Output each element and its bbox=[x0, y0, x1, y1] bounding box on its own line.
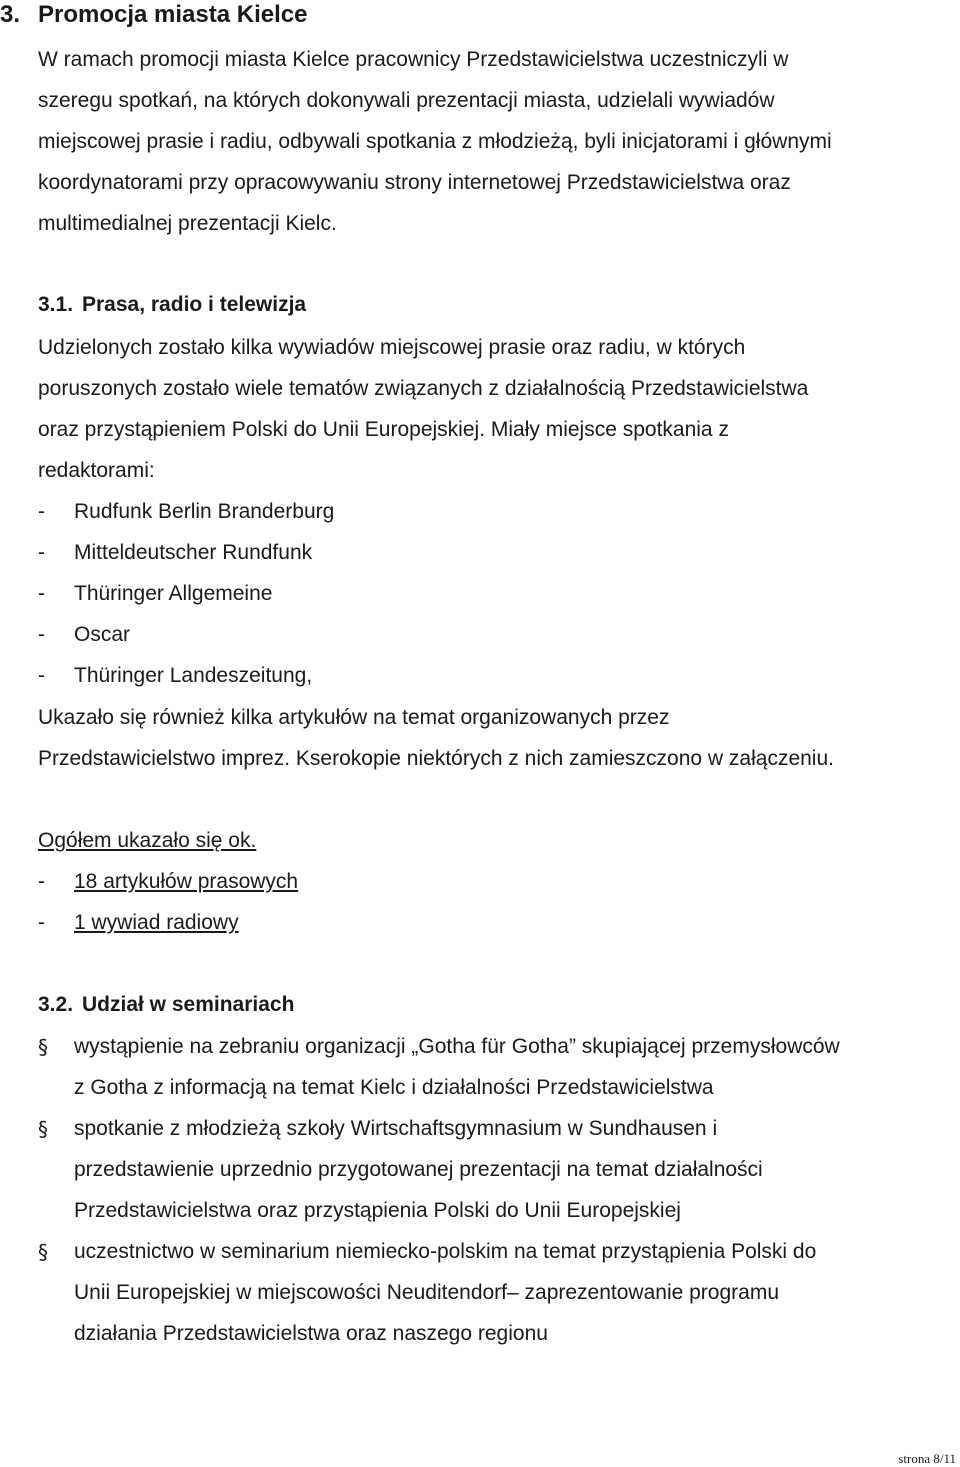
list-item-line: z Gotha z informacją na temat Kielc i działalności Przedstawicielstwa bbox=[74, 1076, 714, 1099]
dash-bullet: - bbox=[38, 500, 45, 523]
editors-list bbox=[38, 491, 938, 696]
list-item bbox=[38, 902, 938, 943]
dash-bullet: - bbox=[38, 541, 45, 564]
paragraph-line: miejscowej prasie i radiu, odbywali spotkania z młodzieżą, byli inicjatorami i głównymi bbox=[38, 130, 832, 153]
list-item-text: Mitteldeutscher Rundfunk bbox=[74, 541, 313, 564]
dash-bullet: - bbox=[38, 870, 45, 893]
dash-bullet: - bbox=[38, 582, 45, 605]
paragraph-line: Przedstawicielstwo imprez. Kserokopie niektórych z nich zamieszczono w załączeniu. bbox=[38, 747, 834, 770]
list-item bbox=[38, 491, 938, 532]
section-3-2-number: 3.2. bbox=[38, 993, 74, 1016]
paragraph-line: redaktorami: bbox=[38, 459, 155, 482]
section-3-1-intro-paragraph bbox=[38, 327, 938, 491]
list-item-text: Oscar bbox=[74, 623, 131, 646]
section-3-heading bbox=[0, 0, 307, 30]
section-3-number: 3. bbox=[0, 1, 21, 28]
section-sign-bullet-icon: § bbox=[38, 1240, 48, 1264]
list-item bbox=[38, 573, 938, 614]
paragraph-line: szeregu spotkań, na których dokonywali prezentacji miasta, udzielali wywiadów bbox=[38, 89, 775, 112]
list-item-text: 1 wywiad radiowy bbox=[74, 911, 239, 934]
summary-title: Ogółem ukazało się ok. bbox=[38, 829, 257, 852]
list-item bbox=[38, 532, 938, 573]
list-item-line: Przedstawicielstwa oraz przystąpienia Polski do Unii Europejskiej bbox=[74, 1199, 681, 1222]
seminars-list bbox=[38, 1026, 938, 1354]
list-item-text: Rudfunk Berlin Branderburg bbox=[74, 500, 335, 523]
section-3-1-number: 3.1. bbox=[38, 293, 74, 316]
list-item bbox=[38, 1231, 938, 1354]
paragraph-line: W ramach promocji miasta Kielce pracownicy Przedstawicielstwa uczestniczyli w bbox=[38, 48, 789, 71]
section-3-1-title: Prasa, radio i telewizja bbox=[82, 293, 307, 316]
section-3-2-title: Udział w seminariach bbox=[82, 993, 295, 1016]
summary-block bbox=[38, 820, 938, 861]
list-item bbox=[38, 1108, 938, 1231]
list-item-text: 18 artykułów prasowych bbox=[74, 870, 299, 893]
page-number: strona 8/11 bbox=[898, 1451, 956, 1466]
dash-bullet: - bbox=[38, 623, 45, 646]
list-item-line: Unii Europejskiej w miejscowości Neuditendorf– zaprezentowanie programu bbox=[74, 1281, 780, 1304]
section-sign-bullet-icon: § bbox=[38, 1117, 48, 1141]
section-3-2-heading bbox=[38, 984, 294, 1025]
list-item-line: uczestnictwo w seminarium niemiecko-polskim na temat przystąpienia Polski do bbox=[74, 1240, 817, 1263]
summary-list bbox=[38, 861, 938, 943]
paragraph-line: oraz przystąpieniem Polski do Unii Europejskiej. Miały miejsce spotkania z bbox=[38, 418, 729, 441]
section-3-title: Promocja miasta Kielce bbox=[38, 1, 308, 28]
list-item-line: spotkanie z młodzieżą szkoły Wirtschaftsgymnasium w Sundhausen i bbox=[74, 1117, 718, 1140]
section-3-intro-paragraph bbox=[38, 39, 938, 244]
articles-paragraph bbox=[38, 697, 938, 779]
paragraph-line: Ukazało się również kilka artykułów na temat organizowanych przez bbox=[38, 706, 670, 729]
paragraph-line: Udzielonych zostało kilka wywiadów miejscowej prasie oraz radiu, w których bbox=[38, 336, 746, 359]
section-3-1-heading bbox=[38, 284, 306, 325]
list-item-text: Thüringer Allgemeine bbox=[74, 582, 273, 605]
list-item bbox=[38, 861, 938, 902]
paragraph-line: koordynatorami przy opracowywaniu strony internetowej Przedstawicielstwa oraz bbox=[38, 171, 791, 194]
list-item-line: wystąpienie na zebraniu organizacji „Gotha für Gotha” skupiającej przemysłowców bbox=[74, 1035, 840, 1058]
paragraph-line: poruszonych zostało wiele tematów związanych z działalnością Przedstawicielstwa bbox=[38, 377, 809, 400]
list-item-text: Thüringer Landeszeitung, bbox=[74, 664, 313, 687]
paragraph-line: multimedialnej prezentacji Kielc. bbox=[38, 212, 337, 235]
list-item bbox=[38, 614, 938, 655]
list-item-line: przedstawienie uprzednio przygotowanej prezentacji na temat działalności bbox=[74, 1158, 763, 1181]
dash-bullet: - bbox=[38, 911, 45, 934]
section-sign-bullet-icon: § bbox=[38, 1035, 48, 1059]
list-item bbox=[38, 655, 938, 696]
list-item-line: działania Przedstawicielstwa oraz naszego regionu bbox=[74, 1322, 548, 1345]
dash-bullet: - bbox=[38, 664, 45, 687]
list-item bbox=[38, 1026, 938, 1108]
